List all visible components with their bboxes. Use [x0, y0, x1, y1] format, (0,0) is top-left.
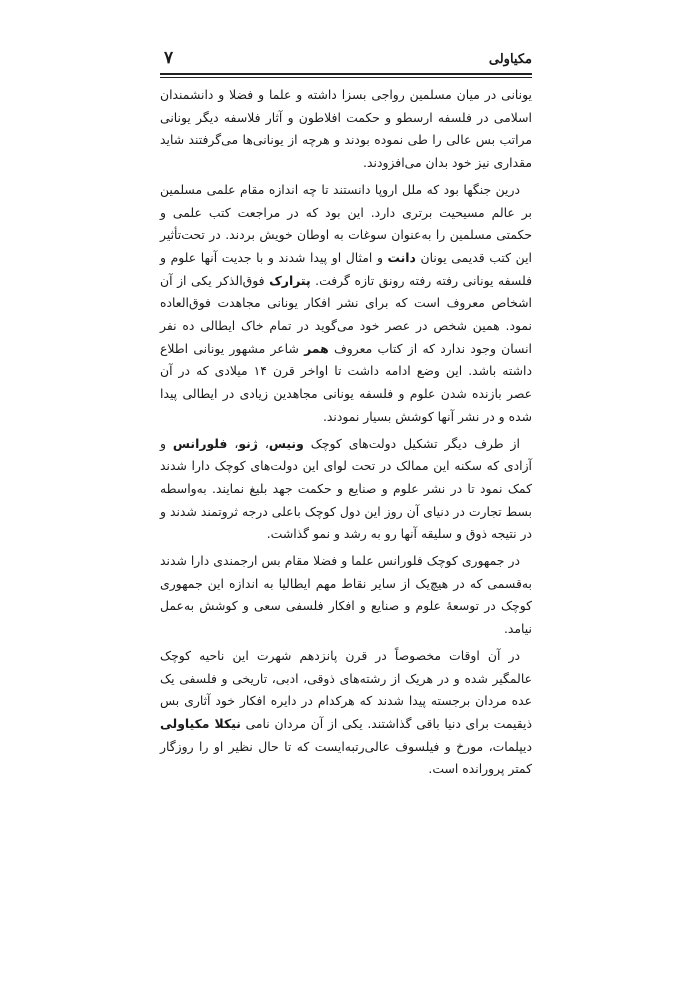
header-rule-thin	[160, 77, 532, 78]
text-run: دیپلمات، مورخ و فیلسوف عالی‌رتبه‌ایست که تا حال نظیر او را روزگار کمتر پرورانده است.	[160, 738, 532, 777]
text-run: و آزادی که سکنه این ممالک در تحت لوای این دولت‌های کوچک دارا شدند کمک نمود تا در نشر علوم و صنایع و حکمت جهد بلیغ نمایند. به‌واسطه بسط تجارت در دنیای آن روز این دول کوچک باعلی درجه ثروتمند شدند و در نتیجه ذوق و سلیقه آنها رو به رشد و نمو گذاشت.	[160, 435, 532, 542]
text-run: یونانی در میان مسلمین رواجی بسزا داشته و علما و فضلا و دانشمندان اسلامی در فلسفه ارسطو و حکمت افلاطون و آثار فلاسفه دیگر یونانی مراتب بس عالی را طی نموده بودند و هرچه از یونانی‌ها می‌گرفتند شاید مقداری نیز خود بدان می‌افزودند.	[160, 87, 532, 171]
bold-term: دانت	[387, 249, 416, 265]
bold-term: فلورانس	[172, 435, 228, 451]
bold-term: ژنو	[238, 435, 258, 451]
bold-term: ونیس	[268, 435, 304, 451]
paragraph	[160, 433, 532, 547]
body-text	[160, 84, 532, 785]
bold-term: پترارک	[269, 272, 311, 288]
text-run: در جمهوری کوچک فلورانس علما و فضلا مقام بس ارجمندی دارا شدند به‌قسمی که در هیچ‌یک از سایر نقاط مهم ایطالیا به اندازه این جمهوری کوچک در توسعهٔ علوم و صنایع و افکار فلسفی سعی و کوشش به‌عمل نیامد.	[160, 553, 532, 637]
page-number: ۷	[164, 48, 174, 68]
text-run: درین جنگها بود که ملل اروپا دانستند تا چه اندازه مقام علمی مسلمین بر عالم مسیحیت برتری دارد. این بود که در مراجعت کتب علمی و حکمتی مسلمین را به‌عنوان سوغات به اوطان خویش بردند. در تحت‌تأثیر این کتب قدیمی یونان	[160, 181, 533, 265]
paragraph	[160, 550, 532, 641]
text-run: از طرف دیگر تشکیل دولت‌های کوچک	[303, 435, 520, 451]
running-title: مکیاولی	[488, 52, 532, 67]
header-rule-thick	[160, 73, 532, 75]
page-header	[160, 40, 532, 80]
text-run: در آن اوقات مخصوصاً در قرن پانزدهم شهرت این ناحیه کوچک عالمگیر شده و در هریک از رشته‌های ذوقی، ادبی، تاریخی و فلسفی یک عده مردان برجسته پیدا شدند که هرکدام در دایره افکار خود آثاری بس ذیقیمت برای دنیا باقی گذاشتند. یکی از آن مردان نامی	[160, 647, 532, 731]
text-run: ،	[227, 435, 239, 451]
text-run: ،	[257, 435, 269, 451]
paragraph	[160, 645, 532, 781]
text-run: و امثال او پیدا شدند و با جدیت آنها علوم و فلسفه یونانی رفته رفته رونق تازه گرفت.	[160, 249, 532, 288]
paragraph	[160, 179, 532, 429]
bold-term: نیکلا مکیاولی	[160, 715, 241, 731]
text-run: فوق‌الذکر یکی از آن اشخاص معروف است که برای نشر افکار یونانی مجاهدت فوق‌العاده نمود. همین شخص در عصر خود می‌گوید در تمام خاک ایطالی ده نفر انسان وجود ندارد که از کتاب معروف	[160, 272, 532, 356]
text-run: شاعر مشهور یونانی اطلاع داشته باشد. این وضع ادامه داشت تا اواخر قرن ۱۴ میلادی که در آن عصر بازنده شدن علوم و فلسفه یونانی مجاهدین زیادی در ایطالی پیدا شده و در نشر آنها کوشش بسیار نمودند.	[160, 340, 532, 424]
bold-term: همر	[304, 340, 329, 356]
paragraph	[160, 84, 532, 175]
